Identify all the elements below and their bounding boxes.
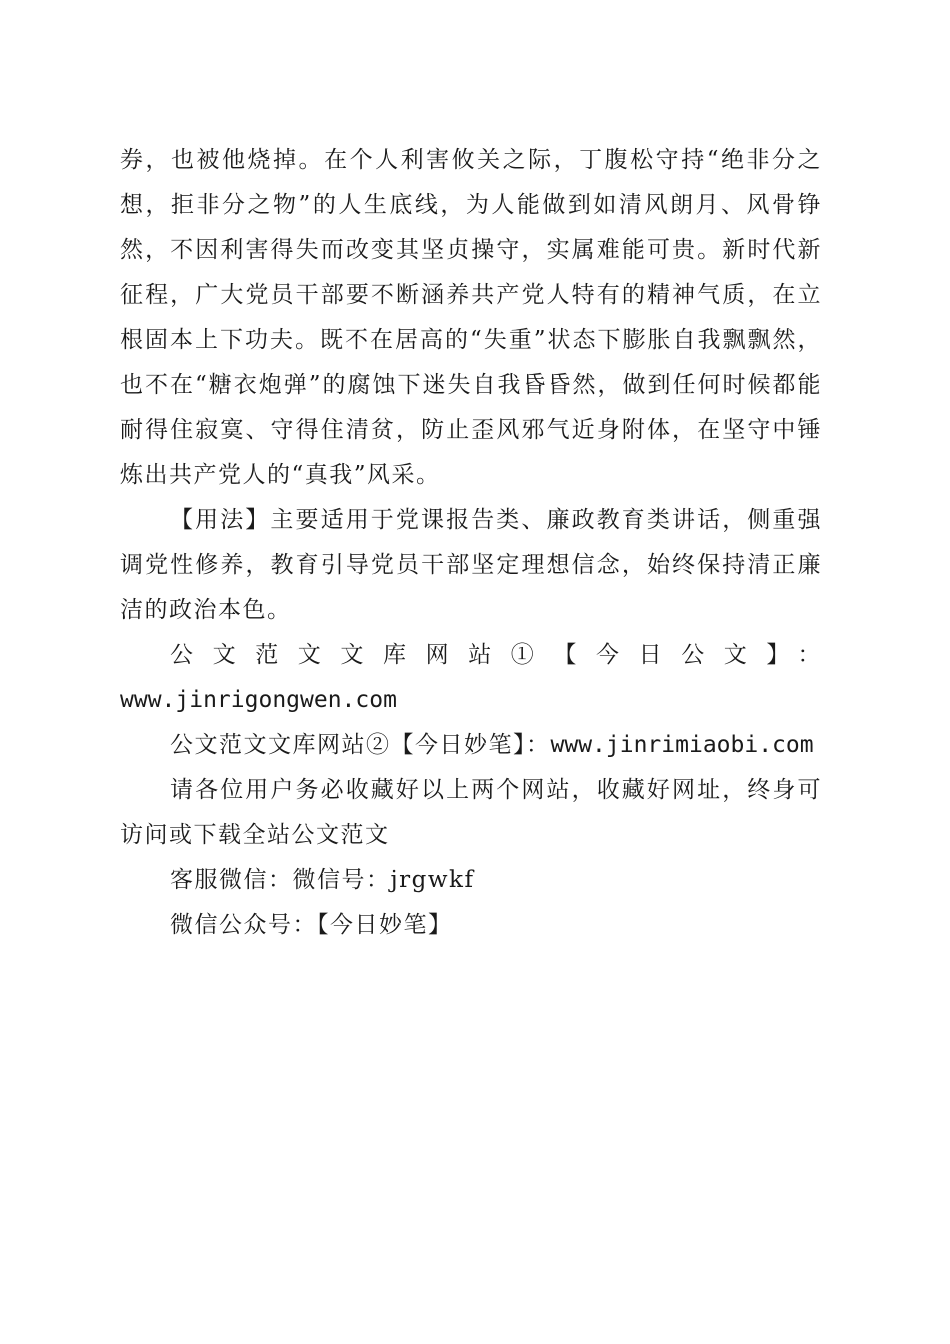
site2-label: 公文范文文库网站②【今日妙笔】：: [170, 732, 551, 758]
site2-url[interactable]: www.jinrimiaobi.com: [550, 732, 814, 758]
site1-label: 公文范文文库网站①【今日公文】：: [170, 642, 822, 668]
bookmark-notice: 请各位用户务必收藏好以上两个网站，收藏好网址，终身可访问或下载全站公文范文: [120, 777, 822, 848]
site2-line: [120, 723, 822, 768]
service-wechat: 客服微信：微信号：jrgwkf: [170, 867, 475, 893]
site1-url[interactable]: www.jinrigongwen.com: [120, 687, 397, 713]
usage-paragraph: 【用法】主要适用于党课报告类、廉政教育类讲话，侧重强调党性修养，教育引导党员干部坚定理想信念，始终保持清正廉洁的政治本色。: [120, 507, 822, 623]
document-page: [120, 138, 822, 948]
body-paragraph: 券，也被他烧掉。在个人利害攸关之际，丁腹松守持“绝非分之想，拒非分之物”的人生底线，为人能做到如清风朗月、风骨铮然，不因利害得失而改变其坚贞操守，实属难能可贵。新时代新征程，广大党员干部要不断涵养共产党人特有的精神气质，在立根固本上下功夫。既不在居高的“失重”状态下膨胀自我飘飘然，也不在“糖衣炮弹”的腐蚀下迷失自我昏昏然，做到任何时候都能耐得住寂寞、守得住清贫，防止歪风邪气近身附体，在坚守中锤炼出共产党人的“真我”风采。: [120, 147, 822, 488]
official-account: 微信公众号：【今日妙笔】: [170, 912, 453, 938]
